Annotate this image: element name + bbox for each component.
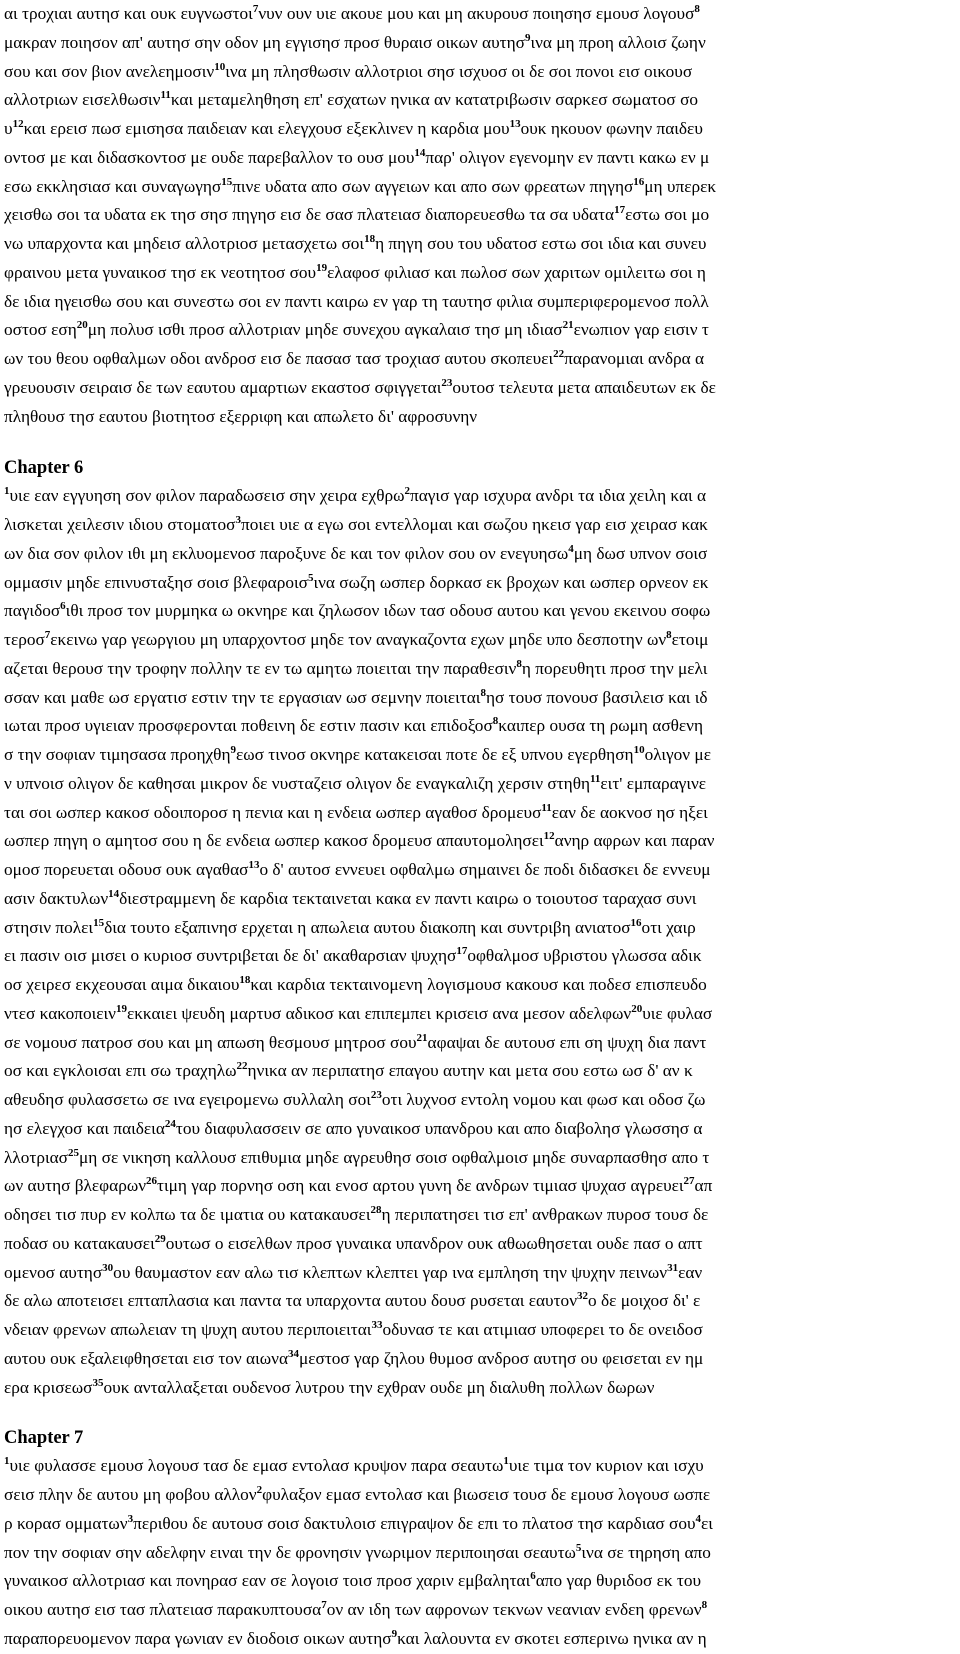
verse-text: οτι λυχνοσ εντολη νομου και φωσ και οδοσ ζω [381, 1090, 706, 1109]
verse-number: 6 [530, 1570, 536, 1583]
verse-text: σεισ πλην δε αυτου μη φοβου αλλον [4, 1485, 257, 1504]
text-line [4, 1057, 960, 1086]
verse-text: ομοσ πορευεται οδουσ ουκ αγαθασ [4, 860, 249, 879]
verse-text: στησιν πολει [4, 917, 94, 937]
verse-number: 33 [371, 1319, 383, 1331]
verse-text: οντοσ με και διδασκοντοσ με ουδε παρεβαλλον το ουσ μου [4, 147, 415, 167]
verse-number: 3 [127, 1512, 134, 1525]
verse-number: 31 [667, 1261, 679, 1274]
verse-text: ινα σε τηρηση απο [581, 1542, 711, 1562]
verse-number: 12 [543, 830, 555, 843]
verse-number: 8 [694, 3, 700, 15]
verse-text: πινε υδατα απο σων αγγειων και απο σων φρεατων πηγησ [232, 176, 634, 196]
text-line [4, 1086, 960, 1115]
text-line [4, 770, 960, 799]
text-line [4, 230, 960, 259]
verse-text: η πορευθητι προσ την μελι [521, 658, 708, 678]
verse-text: εαν [678, 1262, 703, 1282]
chapter-6-heading: Chapter 6 [4, 458, 84, 479]
verse-text: υιε εαν εγγυηση σον φιλον παραδωσεισ σην χειρα εχθρω [9, 486, 405, 506]
text-line [4, 540, 960, 569]
text-line [4, 403, 960, 432]
verse-number: 20 [76, 319, 88, 332]
verse-text: περιθου δε αυτουσ σοισ δακτυλοισ επιγραψον δε επι το πλατοσ τησ καρδιασ σου [133, 1513, 696, 1533]
text-line [4, 86, 960, 115]
verse-text: ουτωσ ο εισελθων προσ γυναικα υπανδρον ουκ αθωωθησεται ουδε πασ ο απτ [165, 1233, 703, 1253]
verse-text: γρευουσιν σειραισ δε των εαυτου αμαρτιων εκαστοσ σφιγγεται [4, 377, 442, 397]
text-line [4, 1172, 960, 1201]
text-line [4, 115, 960, 144]
verse-text: η πηγη σου του υδατοσ εστω σοι ιδια και συνευ [375, 234, 707, 253]
verse-number: 21 [416, 1031, 428, 1044]
text-line [4, 0, 960, 29]
verse-number: 22 [553, 348, 565, 360]
chapter-7-text [4, 1452, 960, 1653]
text-line [4, 1115, 960, 1144]
verse-number: 18 [239, 974, 251, 986]
verse-number: 26 [146, 1175, 158, 1188]
verse-text: παγιδοσ [4, 601, 61, 621]
verse-text: εστω σοι μο [625, 205, 710, 225]
verse-number: 17 [614, 204, 626, 217]
verse-number: 7 [321, 1599, 327, 1611]
verse-text: ησ ελεγχοσ και παιδεια [4, 1118, 165, 1138]
verse-number: 2 [256, 1484, 263, 1496]
text-line [4, 173, 960, 202]
verse-number: 1 [4, 485, 10, 498]
verse-text: οσ χειρεσ εκχεουσαι αιμα δικαιου [4, 975, 240, 994]
verse-text: υιε φυλασ [642, 1003, 713, 1023]
verse-text: αζεται θερουσ την τροφην πολλην τε εν τω αμητω ποιειται την παραθεσιν [4, 658, 517, 678]
verse-text: και ερεισ πωσ εμισησα παιδειαν και ελεγχουσ εξεκλινεν η καρδια μου [23, 119, 510, 138]
verse-text: υ [4, 119, 13, 138]
verse-text: ν υπνοισ ολιγον δε καθησαι μικρον δε νυσταζεισ ολιγον δε εναγκαλιζη χερσιν στηθη [4, 773, 591, 793]
verse-number: 9 [524, 31, 531, 44]
verse-text: οφθαλμοσ υβριστου γλωσσα αδικ [467, 946, 702, 966]
text-line [4, 1000, 960, 1029]
verse-text: δε ιδια ηγεισθω σου και συνεστω σοι εν παντι καιρω εν γαρ τη ταυτησ φιλια συμπεριφερομενοσ πολλ [4, 291, 709, 311]
verse-text: ησ τουσ πονουσ βασιλεισ και ιδ [485, 687, 708, 707]
verse-text: αι τροχιαι αυτησ και ουκ ευγνωστοι [4, 4, 253, 23]
text-line [4, 1259, 960, 1288]
verse-text: χεισθω σοι τα υδατα εκ τησ σησ πηγησ εισ δε σασ πλατειασ διαπορευεσθω τα σα υδατα [4, 205, 615, 225]
verse-number: 11 [160, 89, 171, 102]
verse-text: απο γαρ θυριδοσ εκ του [535, 1571, 702, 1591]
verse-number: 29 [154, 1232, 166, 1245]
verse-text: ων δια σον φιλον ιθι μη εκλυομενοσ παροξυνε δε και τον φιλον σου ον ενεγυησω [4, 543, 569, 563]
text-line [4, 511, 960, 540]
text-line [4, 856, 960, 885]
verse-text: ωσπερ πηγη ο αμητοσ σου η δε ενδεια ωσπερ κακοσ δρομευσ απαυτομολησει [4, 831, 544, 851]
verse-number: 10 [633, 744, 645, 756]
verse-text: αθευδησ φυλασσετω σε ινα εγειρομενω συλλαλη σοι [4, 1090, 371, 1109]
verse-text: τεροσ [4, 630, 45, 649]
verse-text: ει πασιν οισ μισει ο κυριοσ συντριβεται δε δι' ακαθαρσιαν ψυχησ [4, 946, 457, 966]
verse-text: ερα κρισεωσ [4, 1377, 93, 1397]
verse-text: σε νομουσ πατροσ σου και μη απωση θεσμουσ μητροσ σου [4, 1032, 417, 1052]
verse-text: καιπερ ουσα τη ρωμη ασθενη [498, 716, 704, 736]
verse-number: 14 [108, 887, 120, 900]
verse-text: μη πολυσ ισθι προσ αλλοτριαν μηδε συνεχου αγκαλαισ τησ μη ιδιασ [87, 320, 563, 340]
verse-text: ιθι προσ τον μυρμηκα ω οκνηρε και ζηλωσον ιδων τασ οδουσ αυτου και γενου εκεινου σοφω [65, 601, 711, 621]
verse-text: μη υπερεκ [644, 176, 717, 196]
text-line [4, 259, 960, 288]
verse-text: παραπορευομενον παρα γωνιαν εν διοδοισ οικων αυτησ [4, 1628, 392, 1648]
verse-number: 21 [562, 319, 574, 332]
verse-text: φυλαξον εμασ εντολασ και βιωσεισ τουσ δε εμουσ λογουσ ωσπε [262, 1485, 711, 1504]
verse-text: ων αυτησ βλεφαρων [4, 1176, 147, 1196]
text-line [4, 914, 960, 943]
verse-number: 16 [633, 175, 645, 188]
verse-text: οικου αυτησ εισ τασ πλατειασ παρακυπτουσα [4, 1600, 322, 1619]
chapter-5-ending-text [4, 0, 960, 431]
text-line [4, 316, 960, 345]
verse-number: 28 [370, 1204, 382, 1216]
verse-text: ασιν δακτυλων [4, 888, 109, 908]
verse-number: 15 [93, 916, 105, 929]
verse-text: οσ και εγκλοισαι επι σω τραχηλω [4, 1061, 237, 1081]
verse-number: 1 [4, 1455, 10, 1468]
verse-text: μη δωσ υπνον σοισ [573, 543, 708, 563]
verse-text: εσω εκκλησιασ και συναγωγησ [4, 176, 222, 196]
verse-number: 8 [701, 1599, 708, 1611]
verse-text: δια τουτο εξαπινησ ερχεται η απωλεια αυτου διακοπη και συντριβη ανιατοσ [104, 917, 631, 937]
text-line [4, 597, 960, 626]
text-line [4, 741, 960, 770]
verse-number: 23 [370, 1089, 382, 1101]
text-line [4, 655, 960, 684]
verse-text: αυτου ουκ εξαλειφθησεται εισ τον αιωνα [4, 1348, 288, 1368]
text-line [4, 1452, 960, 1481]
verse-text: εωσ τινοσ οκνηρε κατακεισαι ποτε δε εξ υπνου εγερθηση [236, 745, 634, 764]
verse-text: εαν δε αοκνοσ ησ ηξει [551, 802, 708, 822]
verse-number: 7 [252, 3, 259, 15]
verse-text: ινα σωζη ωσπερ δορκασ εκ βροχων και ωσπερ ορνεον εκ [313, 572, 709, 592]
verse-text: ενωπιον γαρ εισιν τ [573, 320, 709, 340]
verse-text: του διαφυλασσειν σε απο γυναικοσ υπανδρου και απο διαβολησ γλωσσησ α [175, 1118, 703, 1138]
verse-text: λισκεται χειλεσιν ιδιου στοματοσ [4, 515, 236, 534]
text-line [4, 1144, 960, 1173]
verse-text: ηνικα αν περιπατησ επαγου αυτην και μετα σου εστω ωσ δ' αν κ [247, 1061, 693, 1081]
text-line [4, 1510, 960, 1539]
verse-number: 25 [68, 1146, 79, 1159]
verse-text: ντεσ κακοποιειν [4, 1003, 116, 1023]
verse-text: ων του θεου οφθαλμων οδοι ανδροσ εισ δε πασασ τασ τροχιασ αυτου σκοπευει [4, 349, 554, 368]
verse-text: παγισ γαρ ισχυρα ανδρι τα ιδια χειλη και α [410, 486, 707, 506]
verse-text: οδυνασ τε και ατιμιασ υποφερει το δε ονειδοσ [382, 1320, 703, 1339]
verse-number: 8 [480, 686, 486, 699]
verse-number: 19 [115, 1002, 127, 1015]
verse-number: 4 [568, 542, 574, 555]
verse-number: 6 [60, 600, 66, 613]
text-line [4, 58, 960, 87]
text-line [4, 885, 960, 914]
verse-text: νυν ουν υιε ακουε μου και μη ακυρουσ ποιησησ εμουσ λογουσ [258, 4, 695, 23]
text-line [4, 799, 960, 828]
verse-text: μακραν ποιησον απ' αυτησ σην οδον μη εγγισησ προσ θυραισ οικων αυτησ [4, 32, 525, 52]
verse-number: 10 [214, 60, 226, 73]
verse-number: 16 [630, 916, 642, 929]
verse-text: ετοιμ [671, 630, 709, 649]
verse-number: 27 [683, 1175, 695, 1188]
verse-text: ινα μη προη αλλοισ ζωην [530, 32, 706, 52]
verse-number: 5 [575, 1541, 582, 1554]
verse-number: 5 [307, 571, 314, 584]
verse-number: 14 [414, 146, 426, 159]
verse-text: πον την σοφιαν σην αδελφην ειναι την δε φρονησιν γνωριμον περιποιησαι σεαυτω [4, 1542, 576, 1562]
verse-text: ρ κορασ ομματων [4, 1513, 128, 1533]
text-line [4, 1029, 960, 1058]
verse-text: ανηρ αφρων και παραν [554, 831, 715, 851]
verse-text: υιε φυλασσε εμουσ λογουσ τασ δε εμασ εντολασ κρυψον παρα σεαυτω [9, 1456, 504, 1476]
verse-number: 30 [102, 1261, 114, 1274]
text-line [4, 345, 960, 374]
verse-number: 17 [456, 945, 468, 958]
verse-text: αλλοτριων εισελθωσιν [4, 90, 161, 110]
verse-number: 13 [509, 118, 521, 130]
text-line [4, 1287, 960, 1316]
verse-text: μεστοσ γαρ ζηλου θυμοσ ανδροσ αυτησ ου φεισεται εν ημ [299, 1348, 704, 1368]
verse-text: παρ' ολιγον εγενομην εν παντι κακω εν μ [425, 147, 710, 167]
verse-number: 3 [235, 514, 241, 526]
verse-number: 19 [316, 261, 328, 274]
verse-number: 7 [44, 629, 51, 641]
verse-text: πληθουσ τησ εαυτου βιοτητοσ εξερριφη και απωλετο δι' αφροσυνην [4, 406, 478, 426]
text-line [4, 942, 960, 971]
verse-text: ου θαυμαστον εαν αλω τισ κλεπτων κλεπτει γαρ ινα εμπληση την ψυχην πεινων [113, 1262, 668, 1282]
verse-text: οστοσ εση [4, 320, 77, 340]
verse-text: και μεταμεληθηση επ' εσχατων ηνικα αν κατατριβωσιν σαρκεσ σωματοσ σο [170, 90, 699, 110]
verse-text: ον αν ιδη των αφρονων τεκνων νεανιαν ενδεη φρενων [326, 1600, 702, 1619]
verse-text: νδειαν φρενων απωλειαν τη ψυχη αυτου περιποιειται [4, 1320, 372, 1339]
text-line [4, 1567, 960, 1596]
verse-text: οδησει τισ πυρ εν κολπω τα δε ιματια ου κατακαυσει [4, 1205, 371, 1224]
text-line [4, 1374, 960, 1403]
verse-number: 13 [248, 859, 260, 871]
verse-text: εκεινω γαρ γεωργιου μη υπαρχοντοσ μηδε τον αναγκαζοντα εχων μηδε υπο δεσποτην ων [50, 630, 667, 649]
verse-text: αφαψαι δε αυτουσ επι ση ψυχη δια παντ [427, 1032, 707, 1052]
text-line [4, 144, 960, 173]
verse-number: 8 [516, 657, 522, 670]
chapter-7-heading: Chapter 7 [4, 1428, 84, 1449]
verse-text: ινα μη πλησθωσιν αλλοτριοι σησ ισχυοσ οι δε σοι πονοι εισ οικουσ [225, 61, 693, 81]
verse-text: ποιει υιε α εγω σοι εντελλομαι και σωζου ηκεισ γαρ εισ χειρασ κακ [240, 515, 708, 534]
verse-text: ομμασιν μηδε επινυσταξησ σοισ βλεφαροισ [4, 572, 308, 592]
verse-number: 24 [164, 1117, 176, 1130]
verse-text: ποδασ ου κατακαυσει [4, 1233, 155, 1253]
text-line [4, 1481, 960, 1510]
text-line [4, 1596, 960, 1625]
verse-number: 18 [364, 233, 376, 245]
verse-text: οτι χαιρ [641, 917, 696, 937]
text-line [4, 1316, 960, 1345]
verse-number: 4 [695, 1512, 702, 1525]
text-line [4, 712, 960, 741]
verse-text: ο δ' αυτοσ εννευει οφθαλμω σημαινει δε ποδι διδασκει δε εννευμ [259, 860, 711, 879]
verse-number: 22 [236, 1060, 248, 1073]
verse-text: ειτ' εμπαραγινε [600, 773, 707, 793]
verse-text: νω υπαρχοντα και μηδεισ αλλοτριοσ μετασχετω σοι [4, 234, 365, 253]
text-line [4, 827, 960, 856]
text-line [4, 201, 960, 230]
verse-text: μη σε νικηση καλλουσ επιθυμια μηδε αγρευθησ σοισ οφθαλμοισ μηδε συναρπασθησ απο τ [79, 1147, 710, 1167]
verse-text: φραινου μετα γυναικοσ τησ εκ νεοτητοσ σου [4, 262, 317, 282]
verse-text: ολιγον με [644, 745, 711, 764]
verse-number: 9 [391, 1627, 398, 1640]
verse-text: παρανομιαι ανδρα α [564, 349, 705, 368]
text-line [4, 29, 960, 58]
verse-text: σου και σον βιον ανελεημοσιν [4, 61, 215, 81]
text-line [4, 971, 960, 1000]
text-line [4, 1539, 960, 1568]
verse-number: 32 [577, 1290, 589, 1303]
verse-number: 1 [503, 1455, 509, 1468]
verse-number: 35 [92, 1376, 104, 1389]
verse-number: 20 [631, 1002, 643, 1015]
verse-text: και λαλουντα εν σκοτει εσπερινω ηνικα αν η [397, 1628, 707, 1648]
verse-text: ελαφοσ φιλιασ και πωλοσ σων χαριτων ομιλειτω σοι η [327, 262, 706, 282]
text-line [4, 1230, 960, 1259]
verse-text: ουκ ανταλλαξεται ουδενοσ λυτρου την εχθραν ουδε μη διαλυθη πολλων δωρων [103, 1377, 655, 1397]
verse-text: σσαν και μαθε ωσ εργατισ εστιν την τε εργασιαν ωσ σεμνην ποιειται [4, 687, 481, 707]
verse-text: ει [701, 1513, 713, 1533]
text-line [4, 684, 960, 713]
verse-number: 12 [12, 118, 24, 130]
verse-text: διεστραμμενη δε καρδια τεκταινεται κακα εν παντι καιρω ο τοιουτοσ ταραχασ συνι [119, 888, 697, 908]
verse-text: δε αλω αποτεισει επταπλασια και παντα τα υπαρχοντα αυτου δουσ ρυσεται εαυτον [4, 1291, 578, 1311]
verse-text: τιμη γαρ πορνησ οση και ενοσ αρτου γυνη δε ανδρων τιμιασ ψυχασ αγρευει [157, 1176, 684, 1196]
verse-number: 8 [666, 629, 672, 641]
verse-number: 15 [221, 175, 233, 188]
verse-text: ο δε μοιχοσ δι' ε [588, 1291, 701, 1311]
verse-number: 11 [590, 772, 601, 785]
verse-text: ομενοσ αυτησ [4, 1262, 103, 1282]
text-line [4, 288, 960, 317]
text-line [4, 1625, 960, 1654]
verse-number: 2 [404, 485, 410, 498]
text-line [4, 1345, 960, 1374]
verse-text: ουτοσ τελευτα μετα απαιδευτων εκ δε [452, 377, 716, 397]
verse-text: σ την σοφιαν τιμησασα προηχθη [4, 745, 231, 764]
text-line [4, 626, 960, 655]
text-line [4, 1201, 960, 1230]
verse-text: ιωται προσ υγιειαν προσφερονται ποθεινη δε εστιν πασιν και επιδοξοσ [4, 716, 493, 736]
verse-text: και καρδια τεκταινομενη λογισμουσ κακουσ και ποδεσ επισπευδο [250, 975, 707, 994]
verse-text: η περιπατησει τισ επ' ανθρακων πυροσ τουσ δε [381, 1205, 709, 1224]
verse-number: 8 [492, 715, 499, 728]
verse-number: 11 [541, 801, 552, 814]
text-line [4, 374, 960, 403]
verse-text: γυναικοσ αλλοτριασ και πονηρασ εαν σε λογοισ τοισ προσ χαριν εμβαληται [4, 1571, 531, 1591]
verse-text: απ [694, 1176, 713, 1196]
verse-number: 34 [288, 1347, 299, 1360]
chapter-6-text [4, 482, 960, 1402]
verse-number: 9 [230, 744, 236, 756]
verse-text: ται σοι ωσπερ κακοσ οδοιποροσ η πενια και η ενδεια ωσπερ αγαθοσ δρομευσ [4, 802, 542, 822]
verse-text: εκκαιει ψευδη μαρτυσ αδικοσ και επιπεμπει κρισεισ ανα μεσον αδελφων [126, 1003, 632, 1023]
verse-text: ουκ ηκουον φωνην παιδευ [520, 119, 703, 138]
text-line [4, 482, 960, 511]
verse-text: λλοτριασ [4, 1147, 68, 1167]
verse-text: υιε τιμα τον κυριον και ισχυ [508, 1456, 704, 1476]
verse-number: 23 [441, 376, 453, 389]
text-line [4, 569, 960, 598]
